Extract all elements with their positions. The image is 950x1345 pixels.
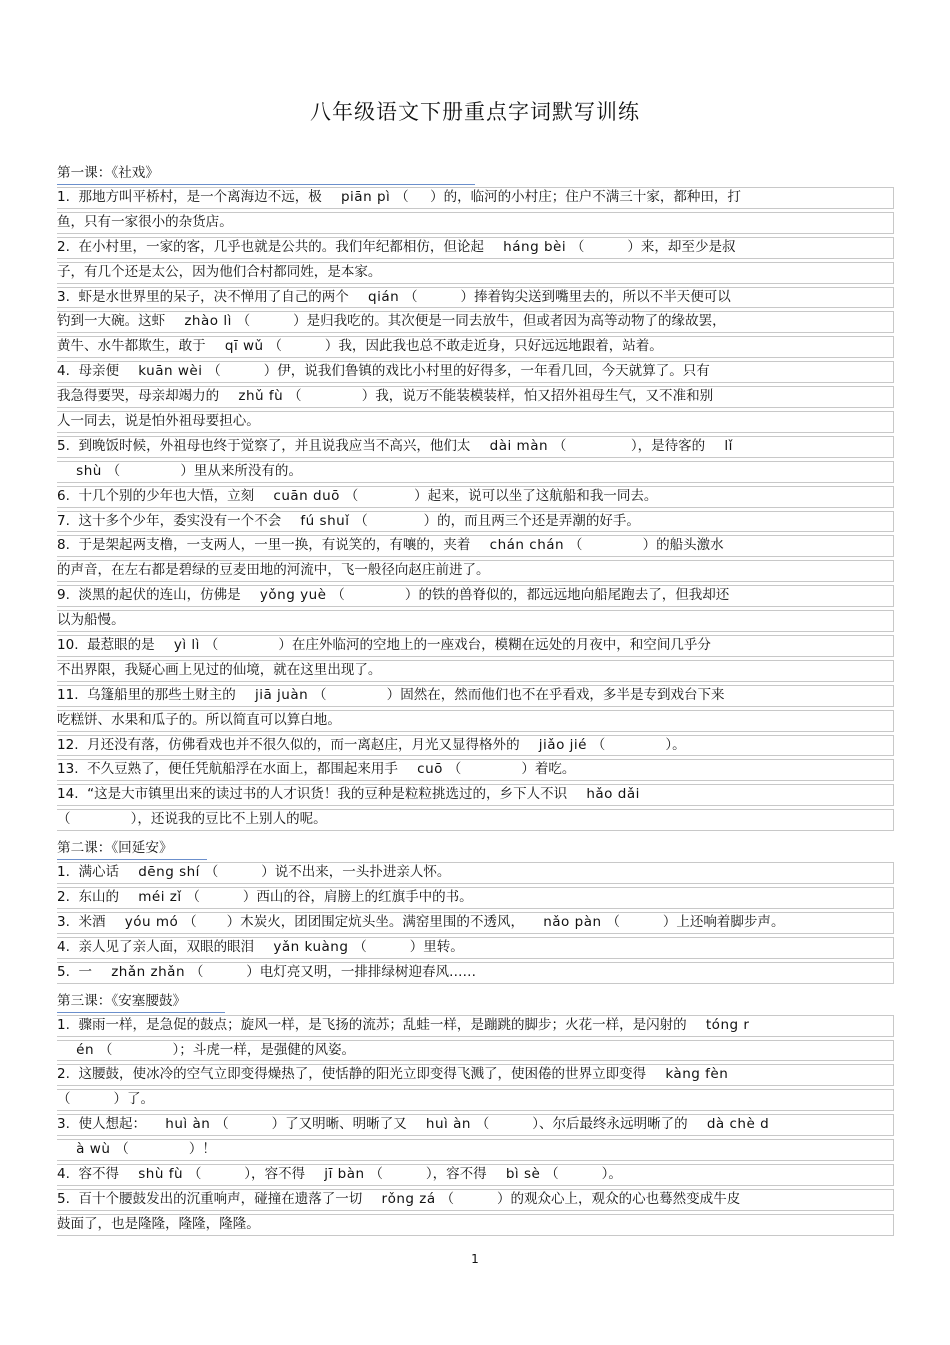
- exercise-line: [57, 1013, 897, 1038]
- line-text: （ ）来，却至少是叔: [570, 238, 736, 255]
- page-number: 1: [471, 1252, 479, 1266]
- line-text: （ ），是待客的: [552, 437, 706, 454]
- line-text: 子，有几个还是太公，因为他们合村都同姓，是本家。: [57, 263, 382, 280]
- pinyin-prompt: tóng r: [686, 1016, 755, 1033]
- pinyin-prompt: huì àn: [406, 1116, 476, 1133]
- exercise-line: [57, 185, 897, 210]
- line-text: （ ）电灯亮又明，一排排绿树迎春风……: [189, 963, 477, 980]
- line-text: 不出界限，我疑心画上见过的仙境，就在这里出现了。: [57, 661, 382, 678]
- line-text: （ ）！: [115, 1141, 216, 1158]
- exercise-line: [57, 807, 897, 832]
- line-text: （ ）伊，说我们鲁镇的戏比小村里的好得多，一年看几回，今天就算了。只有: [207, 363, 710, 380]
- line-text: 13. 不久豆熟了，便任凭航船浮在水面上，都围起来用手: [57, 761, 398, 778]
- line-text: 5. 百十个腰鼓发出的沉重响声，碰撞在遗落了一切: [57, 1190, 363, 1207]
- line-text: （ ），还说我的豆比不上别人的呢。: [57, 811, 327, 828]
- line-text: （ ）。: [591, 736, 686, 753]
- line-text: 吃糕饼、水果和瓜子的。所以简直可以算白地。: [57, 711, 341, 728]
- pinyin-prompt: rǒng zá: [362, 1190, 441, 1207]
- pinyin-prompt: lǐ: [705, 437, 738, 454]
- pinyin-prompt: shù fù: [119, 1165, 188, 1182]
- pinyin-prompt: bì sè: [486, 1165, 546, 1182]
- line-text: （ ）是归我吃的。其次便是一同去放牛，但或者因为高等动物了的缘故罢，: [236, 313, 726, 330]
- exercise-line: [57, 558, 897, 583]
- line-text: （ ）的船头激水: [568, 537, 724, 554]
- line-text: 鱼，只有一家很小的杂货店。: [57, 213, 233, 230]
- line-text: 1. 满心话: [57, 864, 120, 881]
- line-text: 黄牛、水牛都欺生，敢于: [57, 338, 206, 355]
- exercise-line: [57, 1162, 897, 1187]
- line-text: 7. 这十多个少年，委实没有一个不会: [57, 512, 282, 529]
- line-text: 14. “这是大市镇里出来的读过书的人才识货！我的豆种是粒粒挑选过的，乡下人不识: [57, 786, 568, 803]
- pinyin-prompt: shù: [57, 462, 107, 479]
- exercise-line: [57, 860, 897, 885]
- line-text: （ ）的观众心上，观众的心也蓦然变成牛皮: [440, 1190, 741, 1207]
- pinyin-prompt: yǒng yuè: [240, 587, 332, 604]
- line-text: 3. 虾是水世界里的呆子，决不惮用了自己的两个: [57, 288, 349, 305]
- pinyin-prompt: yì lì: [154, 637, 205, 654]
- pinyin-prompt: jiǎo jié: [519, 736, 592, 753]
- exercise-line: [57, 910, 897, 935]
- exercise-line: [57, 1038, 897, 1063]
- pinyin-prompt: jiā juàn: [235, 686, 314, 703]
- exercise-line: [57, 708, 897, 733]
- exercise-line: [57, 309, 897, 334]
- line-text: 的声音，在左右都是碧绿的豆麦田地的河流中，飞一般径向赵庄前进了。: [57, 562, 490, 579]
- line-text: 5. 一: [57, 963, 93, 980]
- pinyin-prompt: zhǎn zhǎn: [92, 963, 190, 980]
- exercise-line: [57, 484, 897, 509]
- exercise-line: [57, 885, 897, 910]
- line-text: 4. 容不得: [57, 1165, 120, 1182]
- exercise-line: [57, 210, 897, 235]
- line-text: （ ）的，而且两三个还是弄潮的好手。: [354, 512, 640, 529]
- line-text: （ ）说不出来，一头扑进亲人怀。: [204, 864, 451, 881]
- line-text: （ ），容不得: [187, 1165, 306, 1182]
- line-text: （ ）木炭火，团团围定炕头坐。满窑里围的不透风，: [183, 913, 525, 930]
- line-text: 人一同去，说是怕外祖母要担心。: [57, 413, 260, 430]
- line-text: （ ）了又明晰、明晰了又: [215, 1116, 407, 1133]
- pinyin-prompt: méi zǐ: [119, 889, 187, 906]
- pinyin-prompt: huì àn: [146, 1116, 216, 1133]
- line-text: （ ）的铁的兽脊似的，都远远地向船尾跑去了，但我却还: [331, 587, 730, 604]
- line-text: 我急得要哭，母亲却竭力的: [57, 388, 220, 405]
- exercise-line: [57, 960, 897, 985]
- exercise-line: [57, 608, 897, 633]
- pinyin-prompt: fú shuǐ: [281, 512, 355, 529]
- line-text: （ ）我，因此我也总不敢走近身，只好远远地跟着，站着。: [268, 338, 663, 355]
- line-text: （ ）着吃。: [447, 761, 576, 778]
- line-text: 1. 骤雨一样，是急促的鼓点；旋风一样，是飞扬的流苏；乱蛙一样，是蹦跳的脚步；火花一样，是闪射的: [57, 1016, 687, 1033]
- line-text: （ ）；斗虎一样，是强健的风姿。: [98, 1041, 355, 1058]
- pinyin-prompt: qī wǔ: [205, 338, 269, 355]
- line-text: 6. 十几个别的少年也大悟，立刻: [57, 487, 255, 504]
- line-text: （ ）起来，说可以坐了这航船和我一同去。: [344, 487, 658, 504]
- line-text: 4. 亲人见了亲人面，双眼的眼泪: [57, 938, 255, 955]
- line-text: 8. 于是架起两支橹，一支两人，一里一换，有说笑的，有嚷的，夹着: [57, 537, 471, 554]
- exercise-line: [57, 633, 897, 658]
- pinyin-prompt: hǎo dǎi: [567, 786, 645, 803]
- line-text: （ ）西山的谷，肩膀上的红旗手中的书。: [186, 889, 473, 906]
- exercise-line: [57, 434, 897, 459]
- lesson-heading-text: 第一课：《社戏》: [57, 165, 159, 181]
- line-text: 3. 米酒: [57, 913, 106, 930]
- line-text: 3. 使人想起：: [57, 1116, 147, 1133]
- pinyin-prompt: háng bèi: [483, 238, 571, 255]
- line-text: （ ），容不得: [369, 1165, 487, 1182]
- exercise-line: [57, 583, 897, 608]
- line-text: 9. 淡黑的起伏的连山，仿佛是: [57, 587, 241, 604]
- pinyin-prompt: én: [57, 1041, 99, 1058]
- lesson-heading-text: 第三课：《安塞腰鼓》: [57, 992, 187, 1009]
- exercise-line: [57, 782, 897, 807]
- exercise-line: [57, 683, 897, 708]
- line-text: 4. 母亲便: [57, 363, 120, 380]
- exercise-line: [57, 459, 897, 484]
- line-text: 12. 月还没有落，仿佛看戏也并不很久似的，而一离赵庄，月光又显得格外的: [57, 736, 520, 753]
- exercise-line: [57, 935, 897, 960]
- exercise-line: [57, 1112, 897, 1137]
- pinyin-prompt: dài màn: [470, 437, 553, 454]
- line-text: （ ）固然在，然而他们也不在乎看戏，多半是专到戏台下来: [313, 686, 725, 703]
- line-text: 11. 乌篷船里的那些土财主的: [57, 686, 236, 703]
- line-text: 1. 那地方叫平桥村，是一个离海边不远，极: [57, 189, 322, 205]
- exercise-line: [57, 733, 897, 758]
- exercise-line: [57, 1137, 897, 1162]
- pinyin-prompt: jī bàn: [305, 1165, 370, 1182]
- exercise-line: [57, 235, 897, 260]
- line-text: 10. 最惹眼的是: [57, 637, 155, 654]
- line-text: 2. 东山的: [57, 889, 120, 906]
- line-text: 2. 在小村里，一家的客，几乎也就是公共的。我们年纪都相仿，但论起: [57, 238, 484, 255]
- exercise-line: [57, 1062, 897, 1087]
- exercise-line: [57, 334, 897, 359]
- line-text: （ ）了。: [57, 1091, 155, 1108]
- exercise-line: [57, 1087, 897, 1112]
- line-text: （ ）的，临河的小村庄；住户不满三十家，都种田，打: [395, 189, 741, 205]
- pinyin-prompt: dà chè d: [687, 1116, 774, 1133]
- line-text: （ ）上还响着脚步声。: [606, 913, 785, 930]
- exercise-line: [57, 260, 897, 285]
- line-text: 鼓面了，也是隆隆，隆隆，隆隆。: [57, 1215, 260, 1232]
- lesson-heading: [57, 989, 897, 1013]
- line-text: （ ）在庄外临河的空地上的一座戏台，模糊在远处的月夜中，和空间几乎分: [204, 637, 711, 654]
- exercise-line: [57, 384, 897, 409]
- pinyin-prompt: dēng shí: [119, 864, 205, 881]
- exercise-line: [57, 1212, 897, 1237]
- lesson-heading: [57, 161, 897, 185]
- line-text: （ ）捧着钩尖送到嘴里去的，所以不半天便可以: [403, 288, 731, 305]
- pinyin-prompt: zhǔ fù: [219, 388, 289, 405]
- pinyin-prompt: zhào lì: [165, 313, 237, 330]
- pinyin-prompt: cuō: [397, 761, 448, 778]
- line-text: 2. 这腰鼓，使冰冷的空气立即变得燥热了，使恬静的阳光立即变得飞溅了，使困倦的世界立即变得: [57, 1066, 647, 1083]
- exercise-line: [57, 1187, 897, 1212]
- lesson-heading: [57, 836, 897, 860]
- exercise-line: [57, 658, 897, 683]
- line-frame: [57, 1089, 894, 1111]
- line-text: （ ）。: [545, 1165, 622, 1182]
- pinyin-prompt: nǎo pàn: [524, 913, 607, 930]
- exercise-line: [57, 757, 897, 782]
- pinyin-prompt: kuān wèi: [119, 363, 208, 380]
- pinyin-prompt: kàng fèn: [646, 1066, 734, 1083]
- pinyin-prompt: yóu mó: [105, 913, 184, 930]
- line-text: 钓到一大碗。这虾: [57, 313, 166, 330]
- pinyin-prompt: cuān duō: [254, 487, 345, 504]
- pinyin-prompt: yǎn kuàng: [254, 938, 354, 955]
- exercise-line: [57, 409, 897, 434]
- line-frame: [57, 610, 894, 632]
- page-title: 八年级语文下册重点字词默写训练: [310, 100, 640, 124]
- line-text: （ ）里转。: [353, 938, 464, 955]
- pinyin-prompt: qián: [348, 288, 404, 305]
- document-body: [57, 157, 897, 1237]
- pinyin-prompt: à wù: [57, 1141, 116, 1158]
- line-text: （ ）、尔后最终永远明晰了的: [475, 1116, 688, 1133]
- pinyin-prompt: chán chán: [470, 537, 569, 554]
- exercise-line: [57, 533, 897, 558]
- line-text: 以为船慢。: [57, 612, 125, 629]
- line-text: 5. 到晚饭时候，外祖母也终于觉察了，并且说我应当不高兴，他们太: [57, 437, 471, 454]
- line-text: （ ）我，说万不能装模装样，怕又招外祖母生气，又不准和别: [288, 388, 714, 405]
- pinyin-prompt: piān pì: [321, 189, 396, 205]
- line-text: （ ）里从来所没有的。: [106, 462, 302, 479]
- exercise-line: [57, 359, 897, 384]
- lesson-heading-text: 第二课：《回延安》: [57, 840, 173, 857]
- exercise-line: [57, 509, 897, 534]
- exercise-line: [57, 285, 897, 310]
